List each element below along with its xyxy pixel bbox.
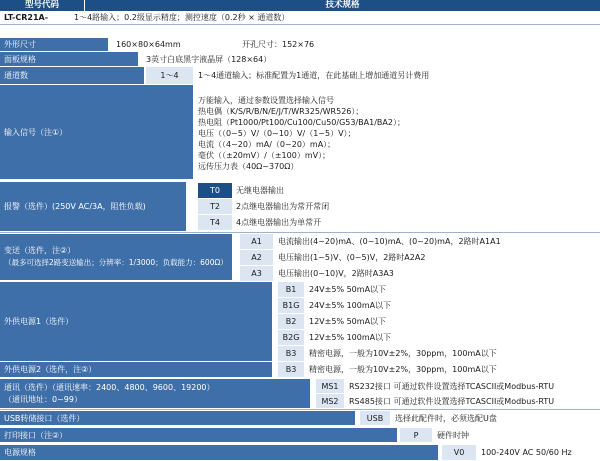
transmit-desc: 电流输出(4~20)mA、(0~10)mA、(0~20)mA，2路时A1A1 [274,234,600,249]
dimensions-outer: 160×80×64mm [112,38,232,51]
power1-desc: 12V±5% 50mA以下 [305,314,600,329]
power1-code: B1 [278,282,304,297]
channels-label: 通道数 [0,67,144,84]
comm-desc: RS232接口 可通过软件设置选择TCASCII或Modbus-RTU [345,379,600,393]
power1-desc: 24V±5% 50mA以下 [305,282,600,297]
alarm-code: T4 [198,215,232,230]
panel-label: 面板规格 [0,52,138,66]
input-line: 万能输入，通过参数设置选择输入信号 [198,95,334,105]
dimensions-cutout: 开孔尺寸：152×76 [238,38,438,51]
comm-code: MS2 [316,394,344,408]
input-line: 热电偶（K/S/R/B/N/E/J/T/WR325/WR526）； [198,106,364,116]
power1-desc: 精密电源，一般为10V±2%，30ppm，100mA以下 [305,346,600,361]
usb-desc: 选择此配件时，必须选配U盘 [391,411,600,425]
transmit-label-block [0,234,232,280]
row-divider [0,24,600,25]
input-line: 远传压力表（40Ω~370Ω） [198,161,299,171]
alarm-desc: 2点继电器输出为常开常闭 [232,199,600,214]
comm-sub: （通讯地址：0~99） [4,394,82,404]
power2-label: 外供电源2（选件，注②） [0,362,272,377]
transmit-desc: 电压输出(1~5)V、(0~5)V，2路时A2A2 [274,250,600,265]
transmit-label: 变送（选件，注②） [4,246,76,255]
input-label: 输入信号（注①） [0,85,193,179]
power2-code: B3 [278,362,304,377]
alarm-desc: 无继电器输出 [232,183,600,198]
dimensions-label: 外形尺寸 [0,38,108,51]
transmit-note: （最多可选择2路变送输出；分辨率：1/3000；负载能力：600Ω） [4,258,228,267]
input-line: 热电阻（Pt1000/Pt100/Cu100/Cu50/G53/BA1/BA2）； [198,117,405,127]
transmit-code: A1 [240,234,273,249]
header-spec-col: 技术规格 [85,0,600,11]
header-model-col: 型号代码 [0,0,84,11]
input-line: 电流（（4~20）mA/（0~20）mA）； [198,139,336,149]
printer-label: 打印接口（注②） [0,428,397,442]
usb-code: USB [360,411,390,425]
power2-desc: 精密电源，一般为10V±2%，30ppm，100mA以下 [305,362,600,377]
input-line: 电压（（0~5）V/（0~10）V/（1~5）V）； [198,128,356,138]
power1-desc: 24V±5% 100mA以下 [305,298,600,313]
power1-label: 外供电源1（选件） [0,282,272,361]
power1-code: B2 [278,314,304,329]
usb-label: USB转储接口（选件） [0,411,355,425]
printer-code: P [400,428,432,442]
alarm-code: T0 [198,183,232,198]
row-divider [0,232,600,233]
comm-code: MS1 [316,379,344,393]
transmit-code: A3 [240,266,273,281]
alarm-code: T2 [198,199,232,214]
alarm-label: 报警（选件）(250V AC/3A，阻性负载) [0,182,186,231]
supply-code: V0 [442,445,476,460]
comm-label-block [0,379,310,408]
power1-code: B3 [278,346,304,361]
alarm-desc: 4点继电器输出为单常开 [232,215,600,230]
transmit-code: A2 [240,250,273,265]
model-summary: 1～4路输入；0.2级显示精度；测控速度（0.2秒 × 通道数） [70,12,600,23]
supply-desc: 100-240V AC 50/60 Hz [477,445,600,460]
transmit-desc: 电压输出(0~10)V，2路时A3A3 [274,266,600,281]
input-lines [194,88,600,178]
power1-code: B1G [278,298,304,313]
model-code: LT-CR21A- [0,12,69,23]
input-line: 毫伏（（±20mV）/（±100）mV）； [198,150,331,160]
printer-desc: 硬件时钟 [433,428,600,442]
row-divider [0,409,600,410]
power1-desc: 12V±5% 100mA以下 [305,330,600,345]
comm-label: 通讯（选件）（通讯速率：2400、4800、9600、19200） [4,382,215,392]
channels-code: 1～4 [146,67,193,84]
panel-value: 3英寸白底黑字液晶屏（128×64） [142,52,442,66]
power1-code: B2G [278,330,304,345]
channels-value: 1～4通道输入；标准配置为1通道，在此基础上增加通道另计费用 [194,67,600,84]
comm-desc: RS485接口 可通过软件设置选择TCASCII或Modbus-RTU [345,394,600,408]
supply-label: 电源规格 [0,445,438,460]
